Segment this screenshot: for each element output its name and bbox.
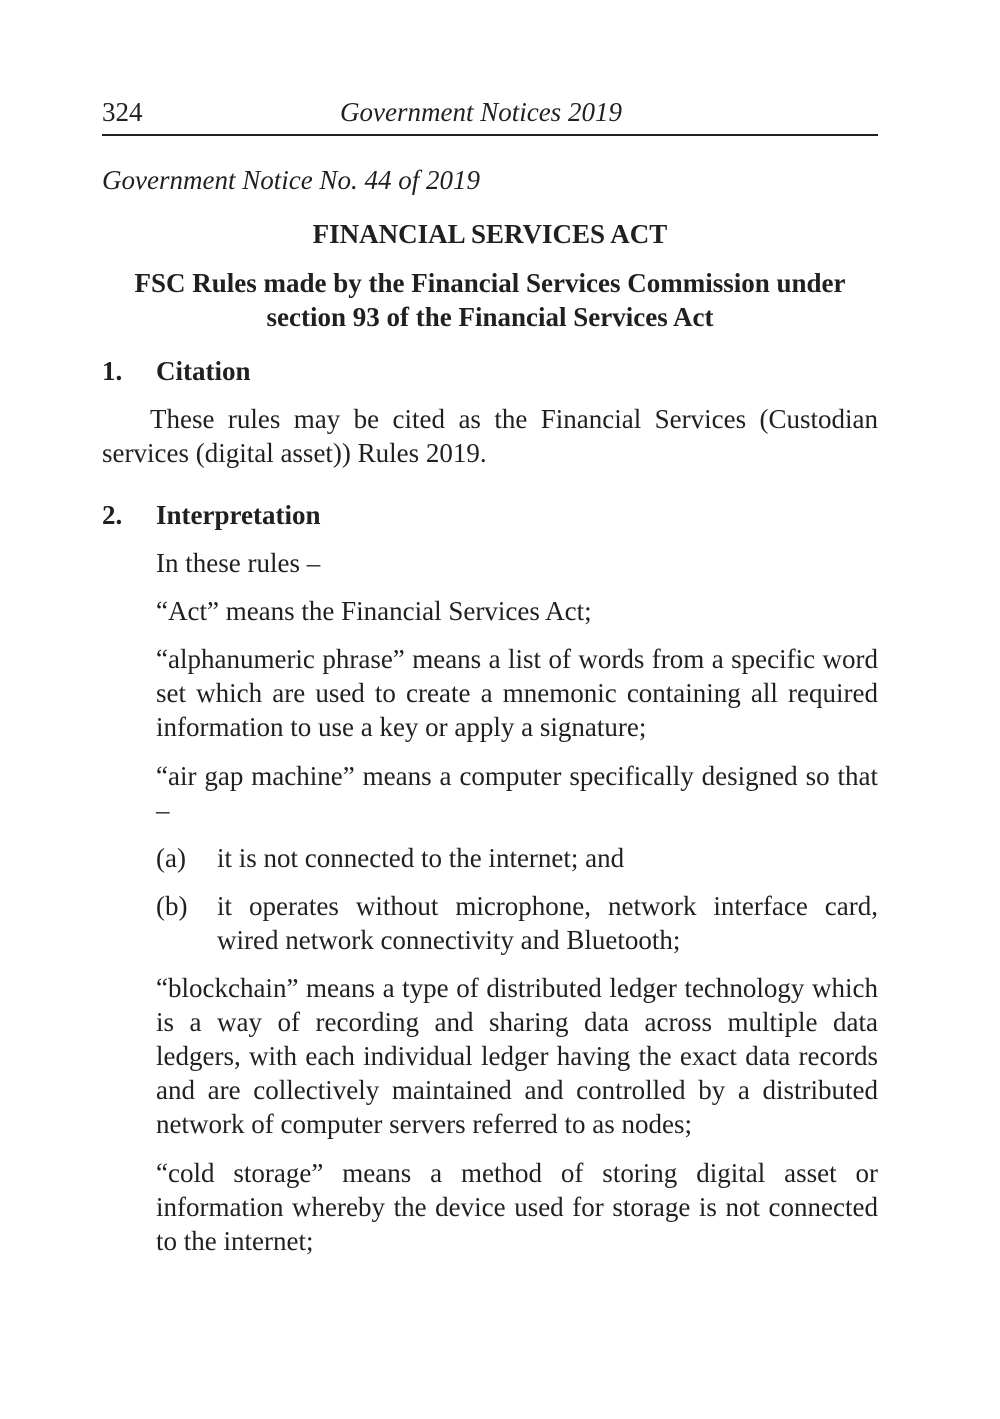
running-header — [102, 94, 878, 136]
item-label: (b) — [156, 891, 188, 921]
citation-text: These rules may be cited as the Financial Services (Custodian services (digital asset)) Rules 2019. — [102, 404, 878, 468]
item-text: it is not connected to the internet; and — [217, 843, 625, 873]
section-title: Citation — [156, 356, 251, 386]
section-heading-citation — [102, 354, 251, 388]
section-number: 2. — [102, 500, 123, 530]
notice-number: Government Notice No. 44 of 2019 — [102, 165, 480, 195]
page-number: 324 — [102, 97, 143, 127]
section-heading-interpretation — [102, 498, 320, 532]
definition-blockchain: “blockchain” means a type of distributed ledger technology which is a way of recording and sharing data across multiple data ledgers, with each individual ledger having the exact data records and are collectively maintained and controlled by a distributed network of computer servers referred to as nodes; — [156, 973, 878, 1139]
item-label: (a) — [156, 843, 186, 873]
definition-cold-storage: “cold storage” means a method of storing digital asset or information whereby the device used for storage is not connected to the internet; — [156, 1158, 878, 1256]
rules-heading: FSC Rules made by the Financial Services Commission under section 93 of the Financial Services Act — [134, 268, 846, 332]
section-number: 1. — [102, 356, 123, 386]
section-title: Interpretation — [156, 500, 321, 530]
definition-alphanumeric-phrase: “alphanumeric phrase” means a list of words from a specific word set which are used to create a mnemonic containing all required information to use a key or apply a signature; — [156, 644, 878, 742]
item-text: it operates without microphone, network interface card, wired network connectivity and Bluetooth; — [217, 891, 878, 955]
definition-air-gap-machine: “air gap machine” means a computer specifically designed so that – — [156, 761, 878, 825]
running-title: Government Notices 2019 — [340, 97, 622, 127]
definition-act: “Act” means the Financial Services Act; — [156, 596, 592, 626]
act-title: FINANCIAL SERVICES ACT — [312, 219, 668, 249]
interpretation-intro: In these rules – — [156, 548, 321, 578]
